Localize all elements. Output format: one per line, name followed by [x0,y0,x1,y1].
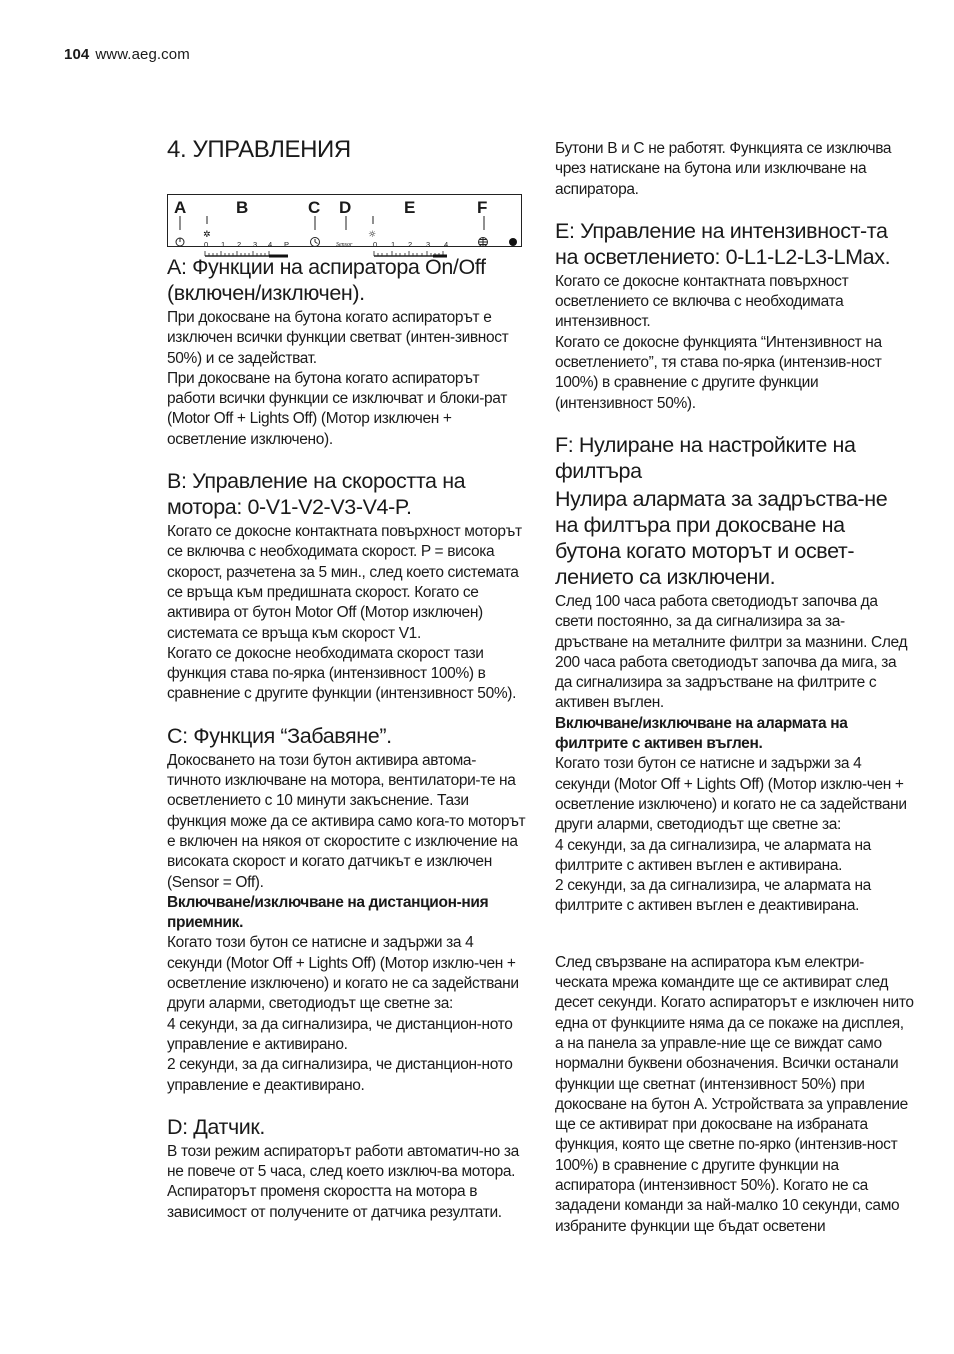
light-bulb-icon: ☼ [368,230,377,240]
f-paragraph-2: Когато този бутон се натисне и задържи за 4 секунди (Motor Off + Lights Off) (Мотор изклю-чен + осветление изключено) и когато не са задействани други аларми, светодиодът ще светне за: [555,755,907,834]
b-paragraph-2: Когато се докосне необходимата скорост тази функция става по-ярка (интензивност 100%) в сравнение с другите функции (интензивност 50%). [167,644,517,703]
speed-1: 1 [221,240,226,249]
page-header [64,46,190,63]
fan-icon: ✲ [203,230,211,240]
panel-letter-f: F [477,198,488,217]
f-bold-heading: Включване/изключване на алармата на филтрите с активен въглен. [555,714,848,753]
c-paragraph-2: Когато този бутон се натисне и задържи за 4 секунди (Motor Off + Lights Off) (Мотор изклю-чен + осветление изключено) и когато не са задействани други аларми, светодиодът ще светне за: [167,934,519,1013]
panel-letter-e: E [404,198,416,217]
e-paragraph-1: Когато се докосне контактната повърхност осветлението се включва с необходимата интензивност. [555,272,849,331]
speed-p: P [284,240,290,249]
light-2: 2 [408,240,413,249]
f-subtitle: Нулира алармата за задръства-не на филтъра при докосване на бутона когато моторът и освет-лението са изключени. [555,486,888,589]
speed-3: 3 [253,240,258,249]
f-paragraph-3: 4 секунди, за да сигнализира, че алармата на филтрите с активен въглен е активирана. [555,836,871,874]
led-indicator [509,238,517,246]
d-title: D: Датчик. [167,1114,265,1139]
b-paragraph-1: Когато се докосне контактната повърхност моторът се включва с необходимата скорост. P = висока скорост, разчетена за 5 мин., след което системата се връща към предишната скорост. Когато се активира от бутон Motor Off (Мотор изключен) системата се връща към скорост V1. [167,523,522,642]
e-paragraph-2: Когато се докосне функцията “Интензивност на осветлението”, тя става по-ярка (интензив-ност 100%) в сравнение с другите функции (интензивност 50%). [555,333,882,412]
a-title: A: Функции на аспиратора On/Off (включен/изключен). [167,255,486,305]
delay-clock-icon [311,238,320,247]
e-title: E: Управление на интензивност-та на осветлението: 0-L1-L2-L3-LMax. [555,218,891,269]
control-panel-diagram [167,168,522,248]
page-number: 104 [64,46,90,63]
power-icon [176,238,184,246]
light-1: 1 [391,240,396,249]
d-paragraph-1: В този режим аспираторът работи автоматич-но за не повече от 5 часа, след което изключ-ва мотора. Аспираторът променя скоростта на мотора в зависимост от получените от датчика резултати. [167,1142,519,1221]
bc-note: Бутони B и C не работят. Функцията се изключва чрез натискане на бутона или изключване на аспиратора. [555,140,892,198]
panel-letter-d: D [339,198,352,217]
light-0: 0 [373,240,378,249]
right-column [555,139,915,1237]
c-bold-heading: Включване/изключване на дистанцион-ния приемник. [167,893,489,932]
c-paragraph-1: Докосването на този бутон активира автома-тичното изключване на мотора, вентилатори-те на осветлението с 10 минути закъснение. Тази функция може да се активира само кога-то моторът е включен на някоя от скоростите с изключение на високата скорост и когато датчикът е изключен (Sensor = Off). [167,751,526,891]
b-title: B: Управление на скоростта на мотора: 0-V1-V2-V3-V4-P. [167,469,466,520]
f-paragraph-4: 2 секунди, за да сигнализира, че алармата на филтрите с активен въглен е деактивирана. [555,877,871,915]
speed-0: 0 [204,240,209,249]
c-paragraph-4: 2 секунди, за да сигнализира, че дистанцион-ното управление е деактивирано. [167,1056,513,1094]
f-paragraph-1: След 100 часа работа светодиодът започва да свети постоянно, за да сигнализира за за-дръстване на металните филтри за мазнини. След 200 часа работа светодиодът започва да мига, за да сигнализира за задръстване на филтрите с активен въглен. [555,592,908,712]
panel-letter-b: B [236,198,249,217]
light-3: 3 [426,240,431,249]
f-title: F: Нулиране на настройките на филтъра [555,432,856,483]
site-url: www.aeg.com [95,46,190,63]
final-paragraph: След свързване на аспиратора към електри-ческата мрежа командите ще се активират след десет секунди. Когато аспираторът е изключен нито една от функциите няма да се покаже на дисплея, а на панела за управле-ние ще се виждат само нормални буквени обозначения. Всички останали функции ще светнат (интензивност 50%) при докосване на бутон A. Устройствата за управление ще се активират при докосване на избраната функция, която ще светне по-ярко (интензив-ност 100%) в сравнение с другите функции на аспиратора (интензивност 50%). Когато не са зададени команди за най-малко 10 секунди, само избраните функции ще бъдат осветени [555,953,914,1235]
panel-letter-a: A [174,198,187,217]
speed-2: 2 [237,240,242,249]
c-paragraph-3: 4 секунди, за да сигнализира, че дистанцион-ното управление е активирано. [167,1015,513,1053]
sensor-label: Sensor [336,242,353,248]
left-column [167,136,527,1223]
section-title: 4. УПРАВЛЕНИЯ [167,136,351,163]
speed-4: 4 [268,240,273,249]
light-4: 4 [444,240,449,249]
c-title: C: Функция “Забавяне”. [167,723,392,748]
panel-graphics [167,194,522,274]
a-paragraph-2: При докосване на бутона когато аспираторът работи всички функции се изключват и блоки-рат (Motor Off + Lights Off) (Мотор изключен + осветление изключено). [167,369,507,448]
filter-grid-icon [479,238,488,247]
a-paragraph-1: При докосване на бутона когато аспираторът е изключен всички функции светват (интен-зивност 50%) и се задействат. [167,309,509,367]
panel-letter-c: C [308,198,321,217]
